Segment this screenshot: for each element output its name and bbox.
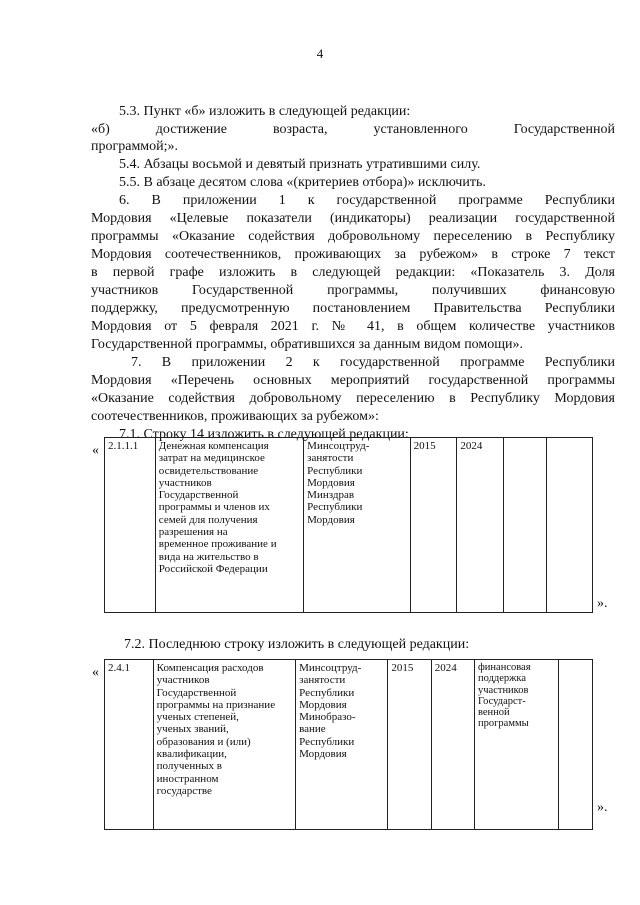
cell-executor <box>296 660 388 830</box>
para-7-line: 7. В приложении 2 к государственной программе Республики <box>131 355 615 370</box>
cell-code: 2.4.1 <box>105 660 154 830</box>
text-line: полученных в <box>156 760 222 773</box>
para-6-line: Государственной программы, обратившихся за данным видом помощи». <box>91 337 524 352</box>
para-6-line: участников Государственной программы, получивших финансовую <box>91 283 615 298</box>
text-line: Денежная компенсация <box>158 440 269 452</box>
cell-result <box>475 660 559 830</box>
text-line: занятости <box>299 674 346 687</box>
para-5-3-b <box>91 121 615 138</box>
text-line: иностранном <box>156 772 219 785</box>
text-line: участников <box>158 476 212 489</box>
cell-empty <box>559 660 593 830</box>
text-line: государстве <box>156 784 212 797</box>
text-line: Мордовия <box>299 748 347 761</box>
text-line: Минобразо- <box>299 711 356 724</box>
text-line: финансовая <box>478 662 531 673</box>
text-line: участников <box>478 684 529 696</box>
close-quote: ». <box>597 596 608 611</box>
text-line: Минсоцтруд- <box>299 662 362 674</box>
cell-name <box>153 660 295 830</box>
para-7-line: соотечественников, проживающих за рубежом»: <box>91 409 379 424</box>
word: установленного <box>373 122 468 137</box>
cell-result <box>546 438 592 613</box>
text-line: временное проживание и <box>158 538 277 551</box>
cell-executor <box>304 438 410 613</box>
text-line: вида на жительство в <box>158 550 259 563</box>
word: достижение <box>155 122 227 137</box>
word: возраста, <box>273 122 328 137</box>
cell-year-start: 2015 <box>410 438 457 613</box>
text-line: Мордовия <box>299 698 347 711</box>
text-line: семей для получения <box>158 513 258 526</box>
table-row-14 <box>104 437 593 613</box>
text-line: венной <box>478 707 510 719</box>
text-line: Мордовия <box>307 476 355 489</box>
para-7-line: «Оказание содействия добровольному переселению в Республику Мордовия <box>91 391 615 406</box>
text-line: Российской Федерации <box>158 562 268 575</box>
text-line: программы и членов их <box>158 501 270 514</box>
text-line: освидетельствование <box>158 464 259 477</box>
text-line: Государственной <box>158 489 239 502</box>
text-line: Республики <box>307 501 363 514</box>
table-row <box>105 438 593 613</box>
para-6-line: программы «Оказание содействия добровольному переселению в Республику <box>91 229 615 244</box>
text-line: ученых званий, <box>156 723 229 736</box>
para-6-line: поддержку, предусмотренную постановлением Правительства Республики <box>91 301 615 316</box>
text-line: Республики <box>299 686 355 699</box>
para-6-line: в первой графе изложить в следующей редакции: «Показатель 3. Доля <box>91 265 615 280</box>
text-line: разрешения на <box>158 526 228 539</box>
para-6-line: Мордовия «Целевые показатели (индикаторы) реализации государственной <box>91 211 615 226</box>
para-7-line: Мордовия «Перечень основных мероприятий государственной программы <box>91 373 615 388</box>
text-line: Государст- <box>478 695 526 707</box>
cell-year-end: 2024 <box>431 660 474 830</box>
cell-year-start: 2015 <box>388 660 431 830</box>
cell-empty <box>504 438 546 613</box>
text-line: Мордовия <box>307 513 355 526</box>
text-line: Государственной <box>156 686 237 699</box>
text-line: поддержка <box>478 673 527 685</box>
para-6-line: 6. В приложении 1 к государственной программе Республики <box>119 193 615 208</box>
open-quote: « <box>92 443 99 458</box>
para-7-2: 7.2. Последнюю строку изложить в следующей редакции: <box>124 637 470 652</box>
text-line: ученых степеней, <box>156 711 239 724</box>
para-5-3: 5.3. Пункт «б» изложить в следующей редакции: <box>119 104 411 119</box>
page-number: 4 <box>316 46 324 61</box>
cell-code: 2.1.1.1 <box>105 438 156 613</box>
cell-name <box>155 438 303 613</box>
table-last-row <box>104 659 593 830</box>
word: «б) <box>91 122 110 137</box>
text-line: Минсоцтруд- <box>307 440 370 452</box>
text-line: Компенсация расходов <box>156 662 264 674</box>
text-line: квалификации, <box>156 748 227 761</box>
text-line: Республики <box>307 464 363 477</box>
text-line: затрат на медицинское <box>158 452 265 465</box>
cell-year-end: 2024 <box>457 438 504 613</box>
para-6-line: Мордовия от 5 февраля 2021 г. № 41, в общем количестве участников <box>91 319 615 334</box>
text-line: программы <box>478 718 529 730</box>
para-5-4: 5.4. Абзацы восьмой и девятый признать утратившими силу. <box>119 157 481 172</box>
word: Государственной <box>513 122 615 137</box>
table-row <box>105 660 593 830</box>
open-quote: « <box>92 665 99 680</box>
close-quote: ». <box>597 800 608 815</box>
para-5-5: 5.5. В абзаце десятом слова «(критериев отбора)» исключить. <box>119 175 486 190</box>
text-line: Республики <box>299 735 355 748</box>
para-7-1: 7.1. Строку 14 изложить в следующей редакции: <box>119 427 409 442</box>
para-5-3-c: программой;». <box>91 139 179 154</box>
text-line: занятости <box>307 452 354 465</box>
text-line: вание <box>299 723 326 736</box>
text-line: участников <box>156 674 210 687</box>
para-6-line: Мордовия соотечественников, проживающих за рубежом» в строке 7 текст <box>91 247 615 262</box>
text-line: образования и (или) <box>156 735 251 748</box>
text-line: программы на признание <box>156 698 276 711</box>
text-line: Минздрав <box>307 489 355 502</box>
